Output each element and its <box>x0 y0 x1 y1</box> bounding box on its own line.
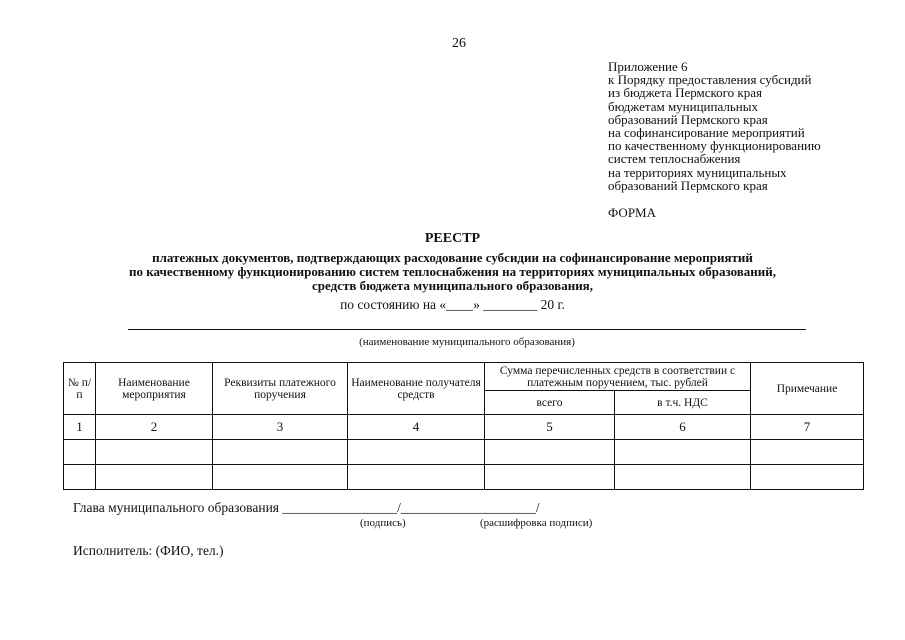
table-cell <box>485 465 615 490</box>
header-recipient: Наименование получателя средств <box>348 363 485 415</box>
appendix-line: на территориях муниципальных <box>608 164 787 180</box>
registry-table <box>63 362 864 490</box>
column-number: 6 <box>615 415 751 440</box>
header-sum-group: Сумма перечисленных средств в соответствии с платежным поручением, тыс. рублей <box>485 363 751 391</box>
appendix-line: из бюджета Пермского края <box>608 85 763 101</box>
column-number: 2 <box>96 415 213 440</box>
signature-caption: (подпись) <box>360 517 406 529</box>
appendix-line: бюджетам муниципальных <box>608 98 758 114</box>
table-cell <box>213 465 348 490</box>
header-note: Примечание <box>751 363 864 415</box>
org-name-caption: (наименование муниципального образования) <box>359 336 575 348</box>
signature-decoding-caption: (расшифровка подписи) <box>480 517 593 529</box>
document-title: РЕЕСТР <box>424 231 481 246</box>
table-cell <box>751 440 864 465</box>
table-cell <box>485 440 615 465</box>
table-cell <box>64 440 96 465</box>
appendix-line: Приложение 6 <box>608 59 688 74</box>
appendix-line: на софинансирование мероприятий <box>608 125 805 141</box>
subtitle-line: средств бюджета муниципального образования, <box>312 278 593 293</box>
document-subtitle <box>60 251 845 293</box>
appendix-line: образований Пермского края <box>608 111 768 127</box>
page-number: 26 <box>452 36 466 51</box>
table-row <box>64 465 864 490</box>
table-cell <box>348 465 485 490</box>
appendix-line: к Порядку предоставления субсидий <box>608 72 812 88</box>
org-name-line <box>128 329 806 330</box>
signature-line: Глава муниципального образования _________________/____________________/ <box>73 500 540 515</box>
table-cell <box>96 465 213 490</box>
table-row <box>64 440 864 465</box>
table-cell <box>615 465 751 490</box>
header-row <box>64 363 864 391</box>
column-number: 4 <box>348 415 485 440</box>
appendix-line: систем теплоснабжения <box>608 151 741 167</box>
subtitle-line: по качественному функционированию систем теплоснабжения на территориях муниципальных образований, <box>128 264 777 279</box>
appendix-line: образований Пермского края <box>608 177 768 193</box>
column-number: 1 <box>64 415 96 440</box>
header-sum-total: всего <box>485 391 615 415</box>
appendix-line: по качественному функционированию <box>608 138 821 154</box>
date-line: по состоянию на «____» ________ 20 г. <box>340 297 565 312</box>
table-cell <box>615 440 751 465</box>
header-payment-details: Реквизиты платежного поручения <box>213 363 348 415</box>
table-cell <box>96 440 213 465</box>
table-cell <box>64 465 96 490</box>
form-label: ФОРМА <box>608 205 656 220</box>
column-number-row <box>64 415 864 440</box>
table-cell <box>213 440 348 465</box>
header-sum-vat: в т.ч. НДС <box>615 391 751 415</box>
table-cell <box>348 440 485 465</box>
column-number: 3 <box>213 415 348 440</box>
column-number: 7 <box>751 415 864 440</box>
table-cell <box>751 465 864 490</box>
header-event-name: Наименование мероприятия <box>96 363 213 415</box>
header-num: № п/п <box>64 363 96 415</box>
executor-line: Исполнитель: (ФИО, тел.) <box>73 543 224 558</box>
column-number: 5 <box>485 415 615 440</box>
appendix-block <box>608 60 821 192</box>
subtitle-line: платежных документов, подтверждающих расходование субсидии на софинансирование мероприятий <box>152 250 753 265</box>
